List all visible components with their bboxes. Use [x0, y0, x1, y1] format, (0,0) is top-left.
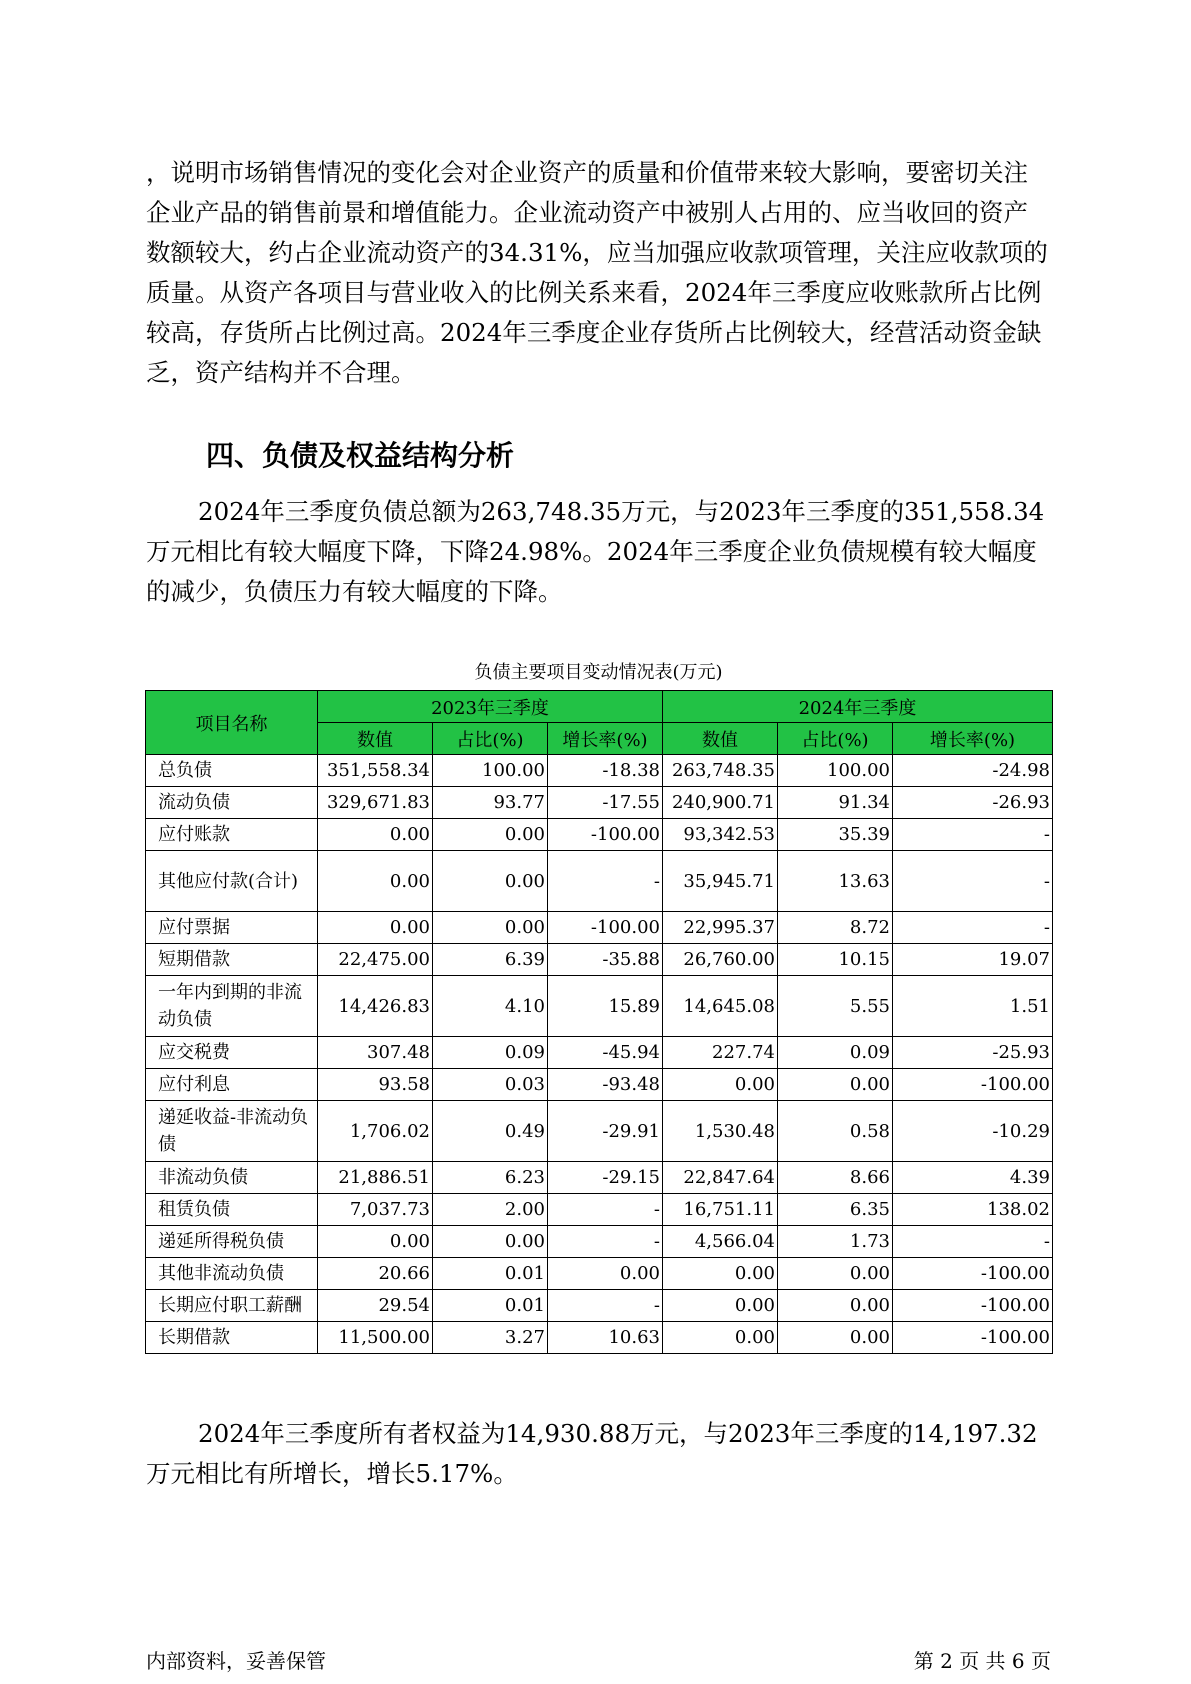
cell-value-2024: 227.74: [663, 1037, 778, 1069]
paragraph-asset-structure: ，说明市场销售情况的变化会对企业资产的质量和价值带来较大影响，要密切关注企业产品的销售前景和增值能力。企业流动资产中被别人占用的、应当收回的资产数额较大，约占企业流动资产的34.31%，应当加强应收款项管理，关注应收款项的质量。从资产各项目与营业收入的比例关系来看，2024年三季度应收账款所占比例较高，存货所占比例过高。2024年三季度企业存货所占比例较大，经营活动资金缺乏，资产结构并不合理。: [146, 158, 1048, 387]
cell-growth-2023: -18.38: [548, 755, 663, 787]
cell-ratio-2024: 100.00: [778, 755, 893, 787]
liabilities-table: [145, 690, 1053, 1354]
header-item-name: 项目名称: [146, 691, 318, 755]
table-row: [146, 1037, 1053, 1069]
cell-ratio-2023: 0.49: [433, 1101, 548, 1162]
cell-ratio-2023: 0.00: [433, 851, 548, 912]
table-row: [146, 1226, 1053, 1258]
cell-value-2024: 26,760.00: [663, 944, 778, 976]
cell-value-2024: 1,530.48: [663, 1101, 778, 1162]
cell-item-name: 长期应付职工薪酬: [146, 1290, 318, 1322]
cell-value-2024: 14,645.08: [663, 976, 778, 1037]
cell-value-2023: 93.58: [318, 1069, 433, 1101]
cell-growth-2023: -: [548, 851, 663, 912]
cell-ratio-2024: 35.39: [778, 819, 893, 851]
header-growth-2023: 增长率(%): [548, 723, 663, 755]
cell-value-2024: 240,900.71: [663, 787, 778, 819]
table-row: [146, 1101, 1053, 1162]
cell-value-2023: 329,671.83: [318, 787, 433, 819]
cell-value-2024: 0.00: [663, 1290, 778, 1322]
cell-ratio-2023: 0.01: [433, 1290, 548, 1322]
table-row: [146, 755, 1053, 787]
cell-ratio-2024: 5.55: [778, 976, 893, 1037]
cell-growth-2023: -: [548, 1290, 663, 1322]
cell-growth-2023: -: [548, 1226, 663, 1258]
cell-item-name: 其他非流动负债: [146, 1258, 318, 1290]
cell-value-2024: 0.00: [663, 1322, 778, 1354]
cell-value-2023: 0.00: [318, 851, 433, 912]
header-group-2024: 2024年三季度: [663, 691, 1053, 723]
table-row: [146, 976, 1053, 1037]
cell-value-2023: 20.66: [318, 1258, 433, 1290]
cell-growth-2024: -24.98: [893, 755, 1053, 787]
cell-value-2024: 263,748.35: [663, 755, 778, 787]
cell-growth-2023: -29.91: [548, 1101, 663, 1162]
table-row: [146, 851, 1053, 912]
cell-growth-2023: -100.00: [548, 819, 663, 851]
cell-growth-2024: -25.93: [893, 1037, 1053, 1069]
cell-value-2023: 307.48: [318, 1037, 433, 1069]
footer-confidential: 内部资料，妥善保管: [146, 1649, 326, 1673]
cell-value-2023: 0.00: [318, 912, 433, 944]
cell-growth-2023: -29.15: [548, 1162, 663, 1194]
cell-growth-2024: -: [893, 1226, 1053, 1258]
cell-growth-2024: -: [893, 912, 1053, 944]
cell-growth-2023: 0.00: [548, 1258, 663, 1290]
cell-growth-2024: 138.02: [893, 1194, 1053, 1226]
header-value-2024: 数值: [663, 723, 778, 755]
cell-growth-2023: -100.00: [548, 912, 663, 944]
cell-ratio-2023: 4.10: [433, 976, 548, 1037]
table-row: [146, 1322, 1053, 1354]
paragraph-liabilities: [146, 492, 1051, 612]
cell-growth-2024: -100.00: [893, 1069, 1053, 1101]
cell-ratio-2024: 0.00: [778, 1258, 893, 1290]
cell-value-2023: 7,037.73: [318, 1194, 433, 1226]
cell-growth-2023: 10.63: [548, 1322, 663, 1354]
cell-growth-2024: 19.07: [893, 944, 1053, 976]
cell-ratio-2024: 0.00: [778, 1069, 893, 1101]
paragraph-equity: [146, 1414, 1051, 1494]
cell-growth-2023: -: [548, 1194, 663, 1226]
cell-item-name: 非流动负债: [146, 1162, 318, 1194]
cell-value-2024: 0.00: [663, 1258, 778, 1290]
cell-value-2024: 4,566.04: [663, 1226, 778, 1258]
cell-item-name: 租赁负债: [146, 1194, 318, 1226]
cell-value-2023: 29.54: [318, 1290, 433, 1322]
cell-ratio-2024: 8.66: [778, 1162, 893, 1194]
cell-value-2024: 22,847.64: [663, 1162, 778, 1194]
cell-ratio-2024: 0.58: [778, 1101, 893, 1162]
table-row: [146, 1162, 1053, 1194]
cell-ratio-2023: 0.00: [433, 1226, 548, 1258]
cell-value-2024: 16,751.11: [663, 1194, 778, 1226]
cell-value-2024: 22,995.37: [663, 912, 778, 944]
header-ratio-2024: 占比(%): [778, 723, 893, 755]
cell-growth-2023: -35.88: [548, 944, 663, 976]
table-row: [146, 1290, 1053, 1322]
table-caption: 负债主要项目变动情况表(万元): [474, 662, 723, 683]
cell-ratio-2024: 6.35: [778, 1194, 893, 1226]
cell-value-2024: 93,342.53: [663, 819, 778, 851]
cell-ratio-2023: 100.00: [433, 755, 548, 787]
cell-ratio-2023: 0.01: [433, 1258, 548, 1290]
cell-ratio-2023: 6.23: [433, 1162, 548, 1194]
cell-growth-2024: -100.00: [893, 1258, 1053, 1290]
table-row: [146, 787, 1053, 819]
cell-value-2023: 0.00: [318, 1226, 433, 1258]
cell-growth-2023: -17.55: [548, 787, 663, 819]
cell-ratio-2024: 0.09: [778, 1037, 893, 1069]
cell-ratio-2024: 8.72: [778, 912, 893, 944]
table-row: [146, 944, 1053, 976]
cell-growth-2023: 15.89: [548, 976, 663, 1037]
cell-item-name: 递延所得税负债: [146, 1226, 318, 1258]
cell-growth-2023: -45.94: [548, 1037, 663, 1069]
paragraph-liabilities-text: 2024年三季度负债总额为263,748.35万元，与2023年三季度的351,558.34万元相比有较大幅度下降，下降24.98%。2024年三季度企业负债规模有较大幅度的减少，负债压力有较大幅度的下降。: [146, 497, 1045, 606]
cell-value-2023: 351,558.34: [318, 755, 433, 787]
table-row: [146, 1258, 1053, 1290]
cell-item-name: 总负债: [146, 755, 318, 787]
cell-ratio-2024: 0.00: [778, 1322, 893, 1354]
cell-growth-2024: 1.51: [893, 976, 1053, 1037]
cell-ratio-2023: 0.00: [433, 912, 548, 944]
cell-ratio-2023: 2.00: [433, 1194, 548, 1226]
cell-ratio-2023: 0.09: [433, 1037, 548, 1069]
cell-value-2023: 0.00: [318, 819, 433, 851]
cell-ratio-2023: 93.77: [433, 787, 548, 819]
cell-ratio-2024: 1.73: [778, 1226, 893, 1258]
cell-ratio-2023: 0.00: [433, 819, 548, 851]
cell-item-name: 应付账款: [146, 819, 318, 851]
table-row: [146, 1069, 1053, 1101]
cell-item-name: 递延收益-非流动负债: [146, 1101, 318, 1162]
cell-value-2023: 22,475.00: [318, 944, 433, 976]
cell-growth-2023: -93.48: [548, 1069, 663, 1101]
cell-item-name: 应付票据: [146, 912, 318, 944]
table-row: [146, 819, 1053, 851]
cell-item-name: 一年内到期的非流动负债: [146, 976, 318, 1037]
cell-growth-2024: 4.39: [893, 1162, 1053, 1194]
cell-item-name: 流动负债: [146, 787, 318, 819]
cell-value-2023: 14,426.83: [318, 976, 433, 1037]
header-growth-2024: 增长率(%): [893, 723, 1053, 755]
section-heading: 四、负债及权益结构分析: [206, 439, 515, 472]
cell-item-name: 短期借款: [146, 944, 318, 976]
cell-ratio-2023: 6.39: [433, 944, 548, 976]
header-value-2023: 数值: [318, 723, 433, 755]
cell-item-name: 长期借款: [146, 1322, 318, 1354]
cell-growth-2024: -: [893, 819, 1053, 851]
cell-growth-2024: -100.00: [893, 1290, 1053, 1322]
footer-page-number: 第 2 页 共 6 页: [913, 1649, 1051, 1673]
cell-growth-2024: -10.29: [893, 1101, 1053, 1162]
cell-ratio-2024: 10.15: [778, 944, 893, 976]
cell-item-name: 应付利息: [146, 1069, 318, 1101]
cell-value-2023: 21,886.51: [318, 1162, 433, 1194]
cell-ratio-2024: 91.34: [778, 787, 893, 819]
cell-item-name: 应交税费: [146, 1037, 318, 1069]
cell-item-name: 其他应付款(合计): [146, 851, 318, 912]
cell-value-2023: 1,706.02: [318, 1101, 433, 1162]
cell-ratio-2023: 0.03: [433, 1069, 548, 1101]
cell-ratio-2024: 13.63: [778, 851, 893, 912]
cell-value-2024: 0.00: [663, 1069, 778, 1101]
table-body: [146, 755, 1053, 1354]
cell-ratio-2024: 0.00: [778, 1290, 893, 1322]
cell-growth-2024: -100.00: [893, 1322, 1053, 1354]
cell-value-2023: 11,500.00: [318, 1322, 433, 1354]
cell-ratio-2023: 3.27: [433, 1322, 548, 1354]
cell-value-2024: 35,945.71: [663, 851, 778, 912]
cell-growth-2024: -: [893, 851, 1053, 912]
table-row: [146, 912, 1053, 944]
paragraph-equity-text: 2024年三季度所有者权益为14,930.88万元，与2023年三季度的14,197.32万元相比有所增长，增长5.17%。: [146, 1419, 1038, 1488]
header-group-2023: 2023年三季度: [318, 691, 663, 723]
table-row: [146, 1194, 1053, 1226]
header-ratio-2023: 占比(%): [433, 723, 548, 755]
cell-growth-2024: -26.93: [893, 787, 1053, 819]
